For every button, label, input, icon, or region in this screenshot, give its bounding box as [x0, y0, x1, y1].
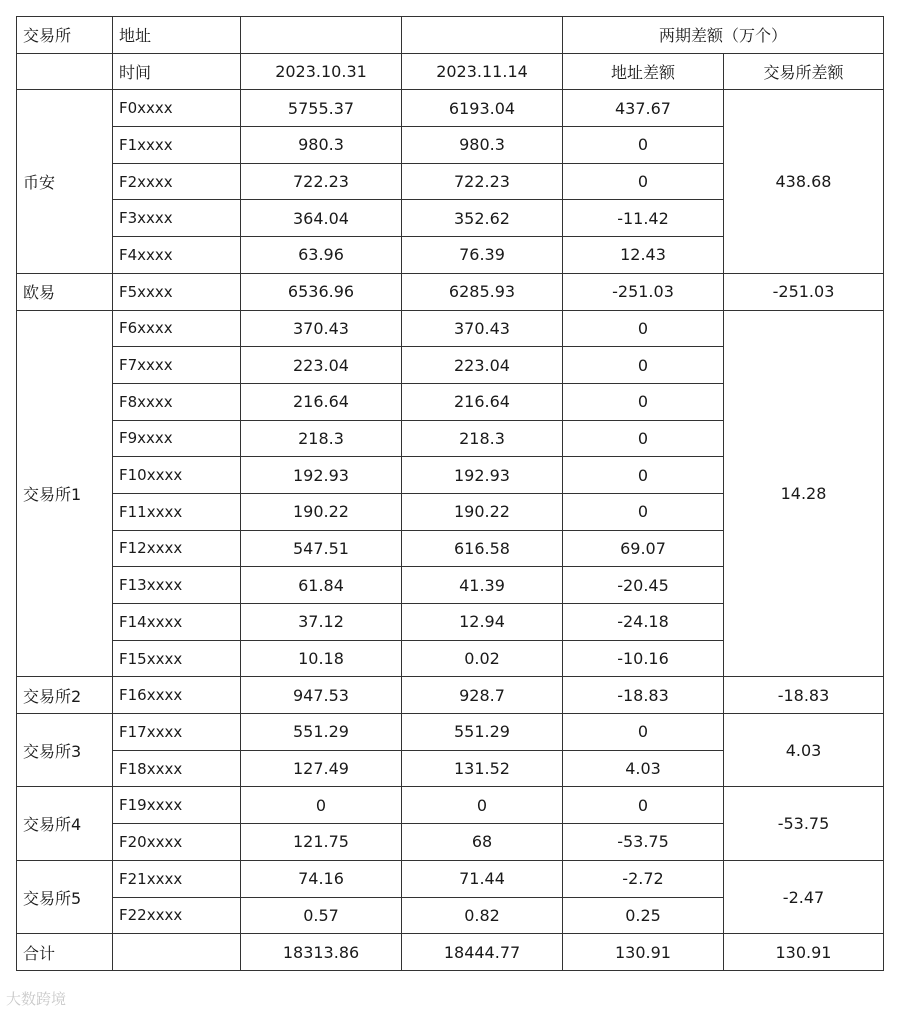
value-2023-11-14-cell: 551.29 — [402, 714, 563, 751]
address-cell: F15xxxx — [113, 640, 241, 677]
value-2023-11-14-cell: 192.93 — [402, 457, 563, 494]
value-2023-10-31-cell: 218.3 — [241, 420, 402, 457]
exchange-diff-cell: -251.03 — [724, 273, 884, 310]
address-diff-cell: 0 — [563, 163, 724, 200]
address-cell: F13xxxx — [113, 567, 241, 604]
value-2023-11-14-cell: 6285.93 — [402, 273, 563, 310]
value-2023-10-31-cell: 223.04 — [241, 347, 402, 384]
exchange-diff-cell: -53.75 — [724, 787, 884, 860]
value-2023-10-31-cell: 127.49 — [241, 750, 402, 787]
value-2023-10-31-cell: 722.23 — [241, 163, 402, 200]
address-diff-cell: -53.75 — [563, 824, 724, 861]
address-cell: F21xxxx — [113, 860, 241, 897]
value-2023-11-14-cell: 190.22 — [402, 493, 563, 530]
value-2023-11-14-cell: 223.04 — [402, 347, 563, 384]
header-address-diff: 地址差额 — [563, 53, 724, 90]
address-cell: F10xxxx — [113, 457, 241, 494]
address-cell: F14xxxx — [113, 604, 241, 641]
exchange-diff-cell: -2.47 — [724, 860, 884, 933]
exchange-name-cell: 交易所3 — [17, 714, 113, 787]
value-2023-11-14-cell: 0.82 — [402, 897, 563, 934]
value-2023-11-14-cell: 6193.04 — [402, 90, 563, 127]
table-row — [17, 310, 884, 347]
header-blank-2 — [402, 17, 563, 54]
exchange-name-cell: 欧易 — [17, 273, 113, 310]
address-diff-cell: -20.45 — [563, 567, 724, 604]
address-diff-cell: -10.16 — [563, 640, 724, 677]
exchange-diff-cell: 4.03 — [724, 714, 884, 787]
address-cell: F0xxxx — [113, 90, 241, 127]
address-cell: F8xxxx — [113, 383, 241, 420]
value-2023-10-31-cell: 947.53 — [241, 677, 402, 714]
address-cell: F22xxxx — [113, 897, 241, 934]
exchange-name-cell: 交易所4 — [17, 787, 113, 860]
value-2023-11-14-cell: 71.44 — [402, 860, 563, 897]
address-diff-cell: 437.67 — [563, 90, 724, 127]
table-row — [17, 677, 884, 714]
table-row — [17, 90, 884, 127]
header-row-1 — [17, 17, 884, 54]
value-2023-10-31-cell: 5755.37 — [241, 90, 402, 127]
exchange-name-cell: 交易所2 — [17, 677, 113, 714]
table-row — [17, 860, 884, 897]
address-diff-cell: -18.83 — [563, 677, 724, 714]
value-2023-11-14-cell: 0.02 — [402, 640, 563, 677]
address-diff-cell: -251.03 — [563, 273, 724, 310]
header-date-2: 2023.11.14 — [402, 53, 563, 90]
table-row — [17, 714, 884, 751]
address-diff-cell: 0 — [563, 127, 724, 164]
address-diff-cell: 0 — [563, 457, 724, 494]
address-diff-cell: -11.42 — [563, 200, 724, 237]
value-2023-11-14-cell: 131.52 — [402, 750, 563, 787]
exchange-name-cell: 交易所1 — [17, 310, 113, 677]
address-cell: F7xxxx — [113, 347, 241, 384]
value-2023-10-31-cell: 74.16 — [241, 860, 402, 897]
total-2023-10-31-cell: 18313.86 — [241, 934, 402, 971]
total-exchange-diff-cell: 130.91 — [724, 934, 884, 971]
header-blank-0 — [17, 53, 113, 90]
address-cell: F4xxxx — [113, 237, 241, 274]
value-2023-11-14-cell: 41.39 — [402, 567, 563, 604]
address-diff-cell: 0 — [563, 347, 724, 384]
exchange-name-cell: 币安 — [17, 90, 113, 273]
value-2023-11-14-cell: 216.64 — [402, 383, 563, 420]
value-2023-11-14-cell: 370.43 — [402, 310, 563, 347]
value-2023-11-14-cell: 76.39 — [402, 237, 563, 274]
value-2023-11-14-cell: 928.7 — [402, 677, 563, 714]
total-label-cell: 合计 — [17, 934, 113, 971]
address-cell: F16xxxx — [113, 677, 241, 714]
exchange-name-cell: 交易所5 — [17, 860, 113, 933]
value-2023-10-31-cell: 192.93 — [241, 457, 402, 494]
value-2023-10-31-cell: 0.57 — [241, 897, 402, 934]
address-cell: F18xxxx — [113, 750, 241, 787]
address-diff-cell: 0 — [563, 714, 724, 751]
value-2023-11-14-cell: 980.3 — [402, 127, 563, 164]
address-diff-cell: 0.25 — [563, 897, 724, 934]
value-2023-10-31-cell: 6536.96 — [241, 273, 402, 310]
header-exchange: 交易所 — [17, 17, 113, 54]
value-2023-10-31-cell: 0 — [241, 787, 402, 824]
address-cell: F5xxxx — [113, 273, 241, 310]
value-2023-10-31-cell: 190.22 — [241, 493, 402, 530]
address-diff-cell: 0 — [563, 383, 724, 420]
value-2023-10-31-cell: 370.43 — [241, 310, 402, 347]
value-2023-11-14-cell: 616.58 — [402, 530, 563, 567]
value-2023-10-31-cell: 364.04 — [241, 200, 402, 237]
address-cell: F17xxxx — [113, 714, 241, 751]
value-2023-10-31-cell: 37.12 — [241, 604, 402, 641]
header-diff-group: 两期差额（万个） — [563, 17, 884, 54]
table-row — [17, 787, 884, 824]
value-2023-10-31-cell: 547.51 — [241, 530, 402, 567]
exchange-balance-table — [16, 16, 884, 971]
exchange-diff-cell: -18.83 — [724, 677, 884, 714]
value-2023-10-31-cell: 216.64 — [241, 383, 402, 420]
address-diff-cell: 0 — [563, 310, 724, 347]
address-cell: F2xxxx — [113, 163, 241, 200]
address-diff-cell: -24.18 — [563, 604, 724, 641]
address-diff-cell: 69.07 — [563, 530, 724, 567]
total-address-cell — [113, 934, 241, 971]
address-cell: F3xxxx — [113, 200, 241, 237]
total-2023-11-14-cell: 18444.77 — [402, 934, 563, 971]
value-2023-11-14-cell: 722.23 — [402, 163, 563, 200]
value-2023-10-31-cell: 10.18 — [241, 640, 402, 677]
address-diff-cell: 12.43 — [563, 237, 724, 274]
address-cell: F12xxxx — [113, 530, 241, 567]
address-diff-cell: 0 — [563, 493, 724, 530]
address-cell: F6xxxx — [113, 310, 241, 347]
value-2023-11-14-cell: 218.3 — [402, 420, 563, 457]
address-diff-cell: 0 — [563, 420, 724, 457]
address-diff-cell: -2.72 — [563, 860, 724, 897]
watermark: 大数跨境 — [6, 990, 67, 1008]
header-time: 时间 — [113, 53, 241, 90]
address-cell: F20xxxx — [113, 824, 241, 861]
header-date-1: 2023.10.31 — [241, 53, 402, 90]
value-2023-11-14-cell: 352.62 — [402, 200, 563, 237]
address-cell: F9xxxx — [113, 420, 241, 457]
address-diff-cell: 0 — [563, 787, 724, 824]
header-row-2 — [17, 53, 884, 90]
total-row — [17, 934, 884, 971]
value-2023-10-31-cell: 61.84 — [241, 567, 402, 604]
address-cell: F19xxxx — [113, 787, 241, 824]
total-address-diff-cell: 130.91 — [563, 934, 724, 971]
header-blank-1 — [241, 17, 402, 54]
address-diff-cell: 4.03 — [563, 750, 724, 787]
value-2023-11-14-cell: 0 — [402, 787, 563, 824]
header-exchange-diff: 交易所差额 — [724, 53, 884, 90]
exchange-diff-cell: 14.28 — [724, 310, 884, 677]
value-2023-11-14-cell: 68 — [402, 824, 563, 861]
address-cell: F1xxxx — [113, 127, 241, 164]
table-row — [17, 273, 884, 310]
value-2023-10-31-cell: 980.3 — [241, 127, 402, 164]
value-2023-10-31-cell: 63.96 — [241, 237, 402, 274]
address-cell: F11xxxx — [113, 493, 241, 530]
exchange-diff-cell: 438.68 — [724, 90, 884, 273]
value-2023-10-31-cell: 551.29 — [241, 714, 402, 751]
header-address: 地址 — [113, 17, 241, 54]
value-2023-10-31-cell: 121.75 — [241, 824, 402, 861]
value-2023-11-14-cell: 12.94 — [402, 604, 563, 641]
